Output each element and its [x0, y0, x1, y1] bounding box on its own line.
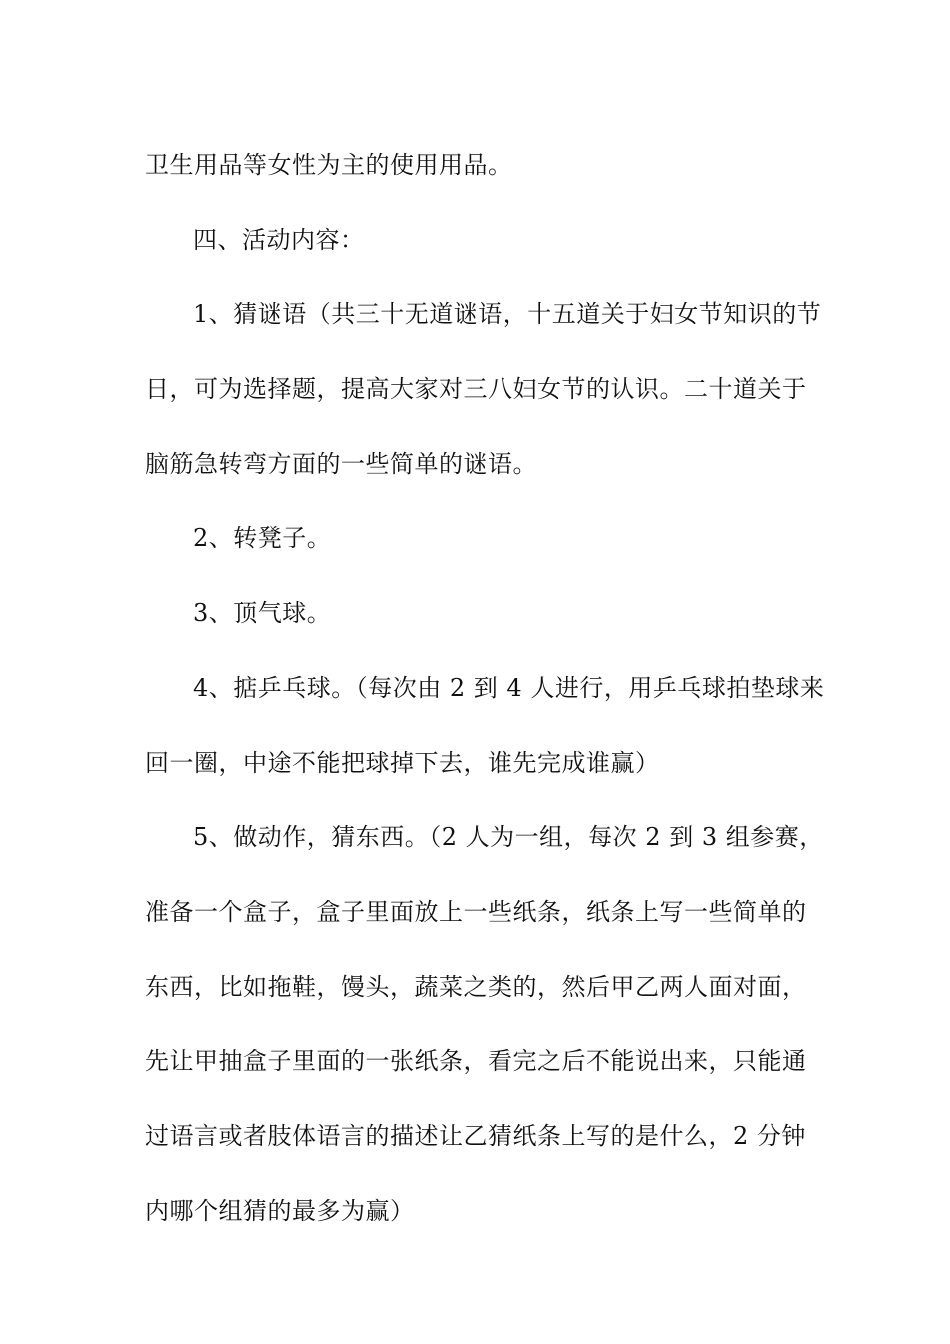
text-line: 回一圈，中途不能把球掉下去，谁先完成谁赢）: [145, 748, 660, 777]
text-line: 4、掂乒乓球。（每次由 2 到 4 人进行，用乒乓球拍垫球来: [193, 673, 825, 702]
text-line: 3、顶气球。: [193, 599, 332, 628]
text-line: 日，可为选择题，提高大家对三八妇女节的认识。二十道关于: [145, 375, 807, 404]
list-item-balloon: [145, 576, 807, 651]
text-line: 卫生用品等女性为主的使用用品。: [145, 151, 513, 179]
text-line: 过语言或者肢体语言的描述让乙猜纸条上写的是什么，2 分钟: [145, 1121, 806, 1150]
text-line: 东西，比如拖鞋，馒头，蔬菜之类的，然后甲乙两人面对面，: [145, 972, 807, 1001]
list-item-riddles: [145, 277, 822, 501]
text-line: 准备一个盒子，盒子里面放上一些纸条，纸条上写一些简单的: [145, 897, 807, 926]
list-item-charades: [145, 800, 824, 1248]
text-line: 脑筋急转弯方面的一些简单的谜语。: [145, 449, 537, 478]
document-body: [145, 128, 825, 1248]
text-line: 先让甲抽盒子里面的一张纸条，看完之后不能说出来，只能通: [145, 1047, 807, 1076]
paragraph-intro-tail: [145, 128, 807, 203]
text-line: 2、转凳子。: [193, 524, 332, 553]
list-item-musical-chairs: [145, 501, 807, 576]
section-heading-activity-content: [145, 203, 807, 278]
text-line: 5、做动作，猜东西。（2 人为一组，每次 2 到 3 组参赛，: [193, 823, 824, 852]
heading-line: 四、活动内容：: [193, 225, 365, 254]
text-line: 内哪个组猜的最多为赢）: [145, 1196, 415, 1225]
list-item-ping-pong: [145, 651, 825, 800]
text-line: 1、猜谜语（共三十无道谜语，十五道关于妇女节知识的节: [193, 300, 822, 329]
